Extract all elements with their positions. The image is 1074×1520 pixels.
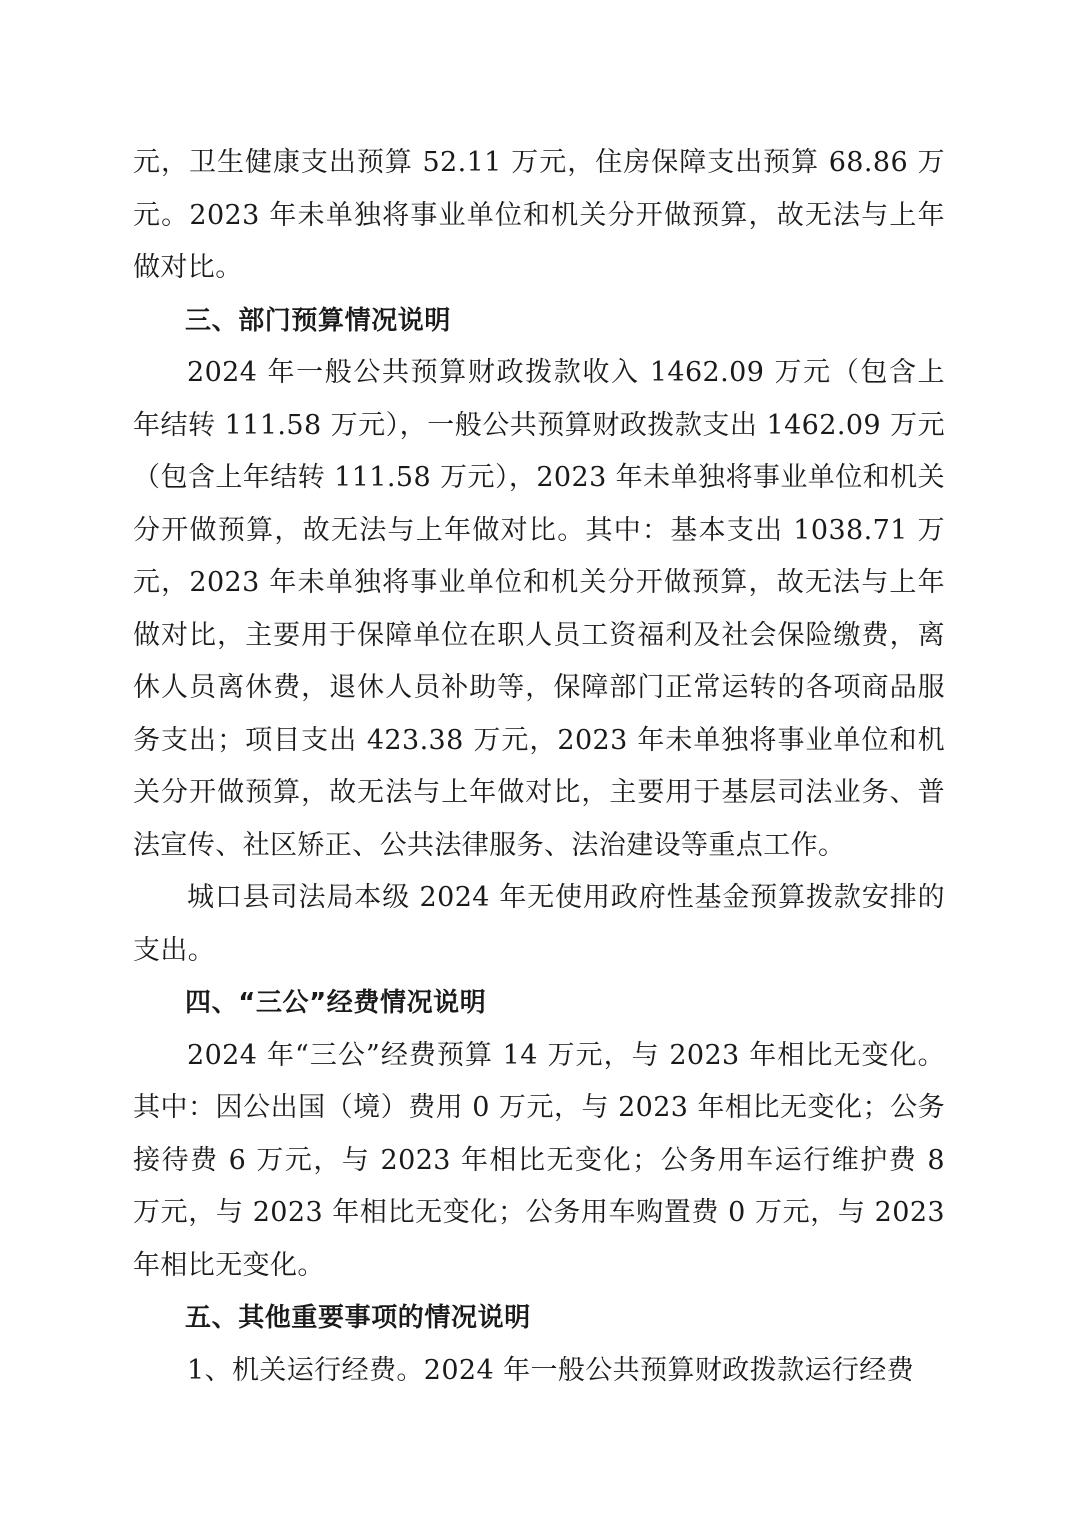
paragraph-general-budget: 2024 年一般公共预算财政拨款收入 1462.09 万元（包含上年结转 111.58 万元），一般公共预算财政拨款支出 1462.09 万元（包含上年结转 111.58 万元），2023 年未单独将事业单位和机关分开做预算，故无法与上年做对比。其中：基本支出 1038.71 万元，2023 年未单独将事业单位和机关分开做预算，故无法与上年做对比，主要用于保障单位在职人员工资福利及社会保险缴费，离休人员离休费，退休人员补助等，保障部门正常运转的各项商品服务支出；项目支出 423.38 万元，2023 年未单独将事业单位和机关分开做预算，故无法与上年做对比，主要用于基层司法业务、普法宣传、社区矫正、公共法律服务、法治建设等重点工作。 [133,357,945,861]
paragraph-three-public-expenses: 2024 年“三公”经费预算 14 万元，与 2023 年相比无变化。其中：因公出国（境）费用 0 万元，与 2023 年相比无变化；公务接待费 6 万元，与 2023 年相比无变化；公务用车运行维护费 8 万元，与 2023 年相比无变化；公务用车购置费 0 万元，与 2023 年相比无变化。 [133,1039,945,1281]
heading-three-public-expenses: 四、“三公”经费情况说明 [185,988,487,1018]
heading-department-budget: 三、部门预算情况说明 [185,305,452,336]
paragraph-government-fund: 城口县司法局本级 2024 年无使用政府性基金预算拨款安排的支出。 [133,882,945,966]
paragraph-operating-expenses: 1、机关运行经费。2024 年一般公共预算财政拨款运行经费 [187,1354,915,1386]
paragraph-health-housing-budget: 元，卫生健康支出预算 52.11 万元，住房保障支出预算 68.86 万元。2023 年未单独将事业单位和机关分开做预算，故无法与上年做对比。 [133,147,945,283]
heading-other-important-matters: 五、其他重要事项的情况说明 [185,1303,531,1333]
document-body [133,137,945,1397]
